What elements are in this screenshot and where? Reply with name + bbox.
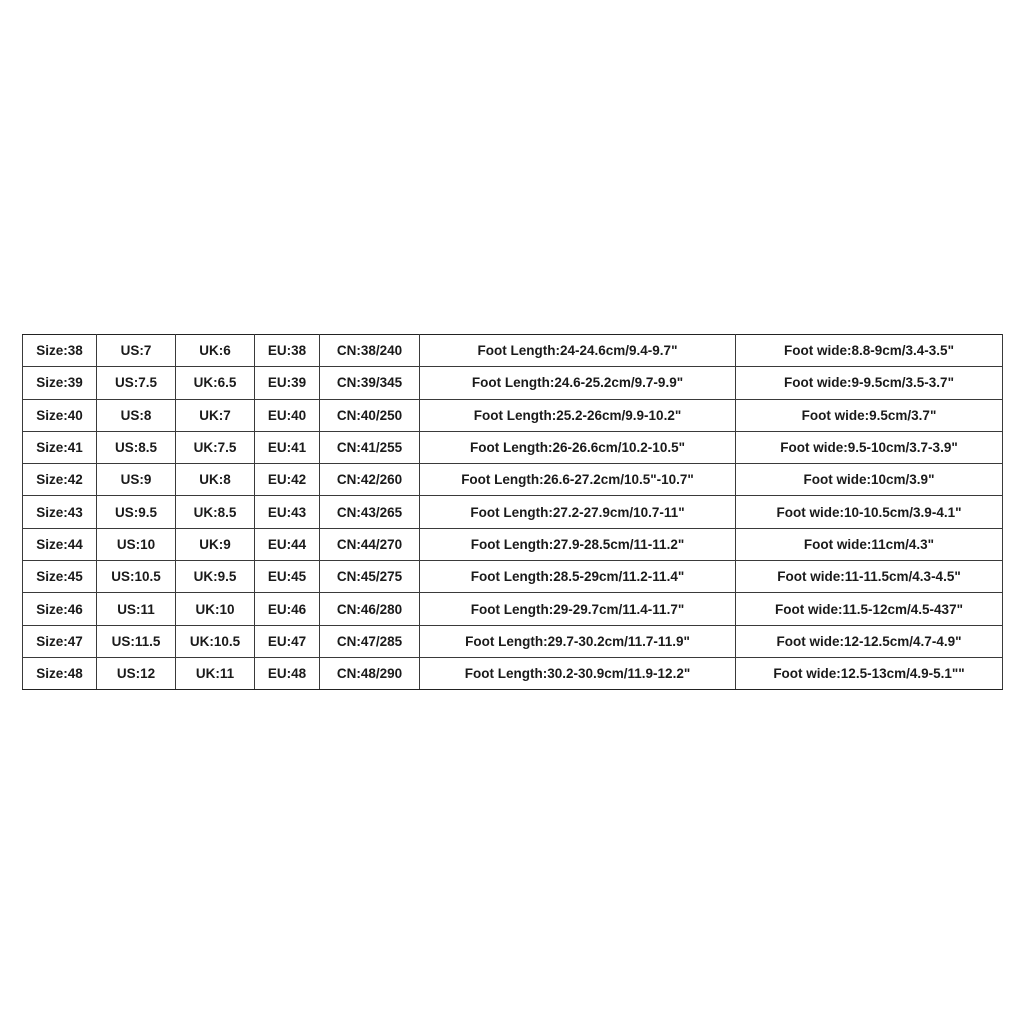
eu-size-cell: EU:38 bbox=[255, 335, 320, 367]
foot-length-cell: Foot Length:26.6-27.2cm/10.5"-10.7" bbox=[420, 464, 736, 496]
us-size-cell: US:11.5 bbox=[97, 625, 176, 657]
uk-size-cell: UK:8 bbox=[176, 464, 255, 496]
cn-size-cell: CN:41/255 bbox=[320, 431, 420, 463]
foot-length-cell: Foot Length:29-29.7cm/11.4-11.7" bbox=[420, 593, 736, 625]
foot-length-cell: Foot Length:27.2-27.9cm/10.7-11" bbox=[420, 496, 736, 528]
uk-size-cell: UK:8.5 bbox=[176, 496, 255, 528]
us-size-cell: US:11 bbox=[97, 593, 176, 625]
foot-width-cell: Foot wide:11-11.5cm/4.3-4.5" bbox=[736, 561, 1003, 593]
table-row bbox=[23, 464, 1003, 496]
cn-size-cell: CN:38/240 bbox=[320, 335, 420, 367]
us-size-cell: US:8 bbox=[97, 399, 176, 431]
foot-width-cell: Foot wide:12.5-13cm/4.9-5.1"" bbox=[736, 657, 1003, 689]
foot-width-cell: Foot wide:11cm/4.3" bbox=[736, 528, 1003, 560]
size-cell: Size:48 bbox=[23, 657, 97, 689]
foot-length-cell: Foot Length:26-26.6cm/10.2-10.5" bbox=[420, 431, 736, 463]
eu-size-cell: EU:42 bbox=[255, 464, 320, 496]
cn-size-cell: CN:40/250 bbox=[320, 399, 420, 431]
size-chart-table bbox=[22, 334, 1003, 690]
us-size-cell: US:10 bbox=[97, 528, 176, 560]
us-size-cell: US:7 bbox=[97, 335, 176, 367]
size-cell: Size:40 bbox=[23, 399, 97, 431]
size-cell: Size:41 bbox=[23, 431, 97, 463]
size-cell: Size:38 bbox=[23, 335, 97, 367]
table-row bbox=[23, 593, 1003, 625]
cn-size-cell: CN:48/290 bbox=[320, 657, 420, 689]
eu-size-cell: EU:46 bbox=[255, 593, 320, 625]
foot-length-cell: Foot Length:24-24.6cm/9.4-9.7" bbox=[420, 335, 736, 367]
foot-width-cell: Foot wide:9.5-10cm/3.7-3.9" bbox=[736, 431, 1003, 463]
cn-size-cell: CN:47/285 bbox=[320, 625, 420, 657]
eu-size-cell: EU:47 bbox=[255, 625, 320, 657]
foot-width-cell: Foot wide:11.5-12cm/4.5-437" bbox=[736, 593, 1003, 625]
foot-width-cell: Foot wide:10-10.5cm/3.9-4.1" bbox=[736, 496, 1003, 528]
uk-size-cell: UK:7.5 bbox=[176, 431, 255, 463]
eu-size-cell: EU:44 bbox=[255, 528, 320, 560]
size-cell: Size:45 bbox=[23, 561, 97, 593]
foot-length-cell: Foot Length:29.7-30.2cm/11.7-11.9" bbox=[420, 625, 736, 657]
cn-size-cell: CN:46/280 bbox=[320, 593, 420, 625]
foot-width-cell: Foot wide:12-12.5cm/4.7-4.9" bbox=[736, 625, 1003, 657]
table-row bbox=[23, 528, 1003, 560]
table-row bbox=[23, 496, 1003, 528]
table-row bbox=[23, 625, 1003, 657]
size-cell: Size:46 bbox=[23, 593, 97, 625]
foot-width-cell: Foot wide:8.8-9cm/3.4-3.5" bbox=[736, 335, 1003, 367]
us-size-cell: US:8.5 bbox=[97, 431, 176, 463]
us-size-cell: US:9.5 bbox=[97, 496, 176, 528]
us-size-cell: US:10.5 bbox=[97, 561, 176, 593]
uk-size-cell: UK:7 bbox=[176, 399, 255, 431]
table-row bbox=[23, 431, 1003, 463]
foot-width-cell: Foot wide:10cm/3.9" bbox=[736, 464, 1003, 496]
cn-size-cell: CN:45/275 bbox=[320, 561, 420, 593]
foot-length-cell: Foot Length:30.2-30.9cm/11.9-12.2" bbox=[420, 657, 736, 689]
eu-size-cell: EU:39 bbox=[255, 367, 320, 399]
size-cell: Size:44 bbox=[23, 528, 97, 560]
foot-length-cell: Foot Length:24.6-25.2cm/9.7-9.9" bbox=[420, 367, 736, 399]
eu-size-cell: EU:48 bbox=[255, 657, 320, 689]
uk-size-cell: UK:6.5 bbox=[176, 367, 255, 399]
us-size-cell: US:9 bbox=[97, 464, 176, 496]
table-row bbox=[23, 657, 1003, 689]
us-size-cell: US:12 bbox=[97, 657, 176, 689]
foot-length-cell: Foot Length:27.9-28.5cm/11-11.2" bbox=[420, 528, 736, 560]
eu-size-cell: EU:43 bbox=[255, 496, 320, 528]
size-cell: Size:47 bbox=[23, 625, 97, 657]
table-row bbox=[23, 561, 1003, 593]
foot-length-cell: Foot Length:25.2-26cm/9.9-10.2" bbox=[420, 399, 736, 431]
foot-length-cell: Foot Length:28.5-29cm/11.2-11.4" bbox=[420, 561, 736, 593]
uk-size-cell: UK:9.5 bbox=[176, 561, 255, 593]
cn-size-cell: CN:43/265 bbox=[320, 496, 420, 528]
uk-size-cell: UK:10 bbox=[176, 593, 255, 625]
eu-size-cell: EU:41 bbox=[255, 431, 320, 463]
table-row bbox=[23, 367, 1003, 399]
size-cell: Size:43 bbox=[23, 496, 97, 528]
eu-size-cell: EU:40 bbox=[255, 399, 320, 431]
uk-size-cell: UK:10.5 bbox=[176, 625, 255, 657]
cn-size-cell: CN:39/345 bbox=[320, 367, 420, 399]
uk-size-cell: UK:6 bbox=[176, 335, 255, 367]
cn-size-cell: CN:44/270 bbox=[320, 528, 420, 560]
size-cell: Size:39 bbox=[23, 367, 97, 399]
cn-size-cell: CN:42/260 bbox=[320, 464, 420, 496]
us-size-cell: US:7.5 bbox=[97, 367, 176, 399]
foot-width-cell: Foot wide:9.5cm/3.7" bbox=[736, 399, 1003, 431]
foot-width-cell: Foot wide:9-9.5cm/3.5-3.7" bbox=[736, 367, 1003, 399]
table-row bbox=[23, 399, 1003, 431]
size-cell: Size:42 bbox=[23, 464, 97, 496]
eu-size-cell: EU:45 bbox=[255, 561, 320, 593]
uk-size-cell: UK:9 bbox=[176, 528, 255, 560]
table-row bbox=[23, 335, 1003, 367]
uk-size-cell: UK:11 bbox=[176, 657, 255, 689]
size-chart-body bbox=[23, 335, 1003, 690]
